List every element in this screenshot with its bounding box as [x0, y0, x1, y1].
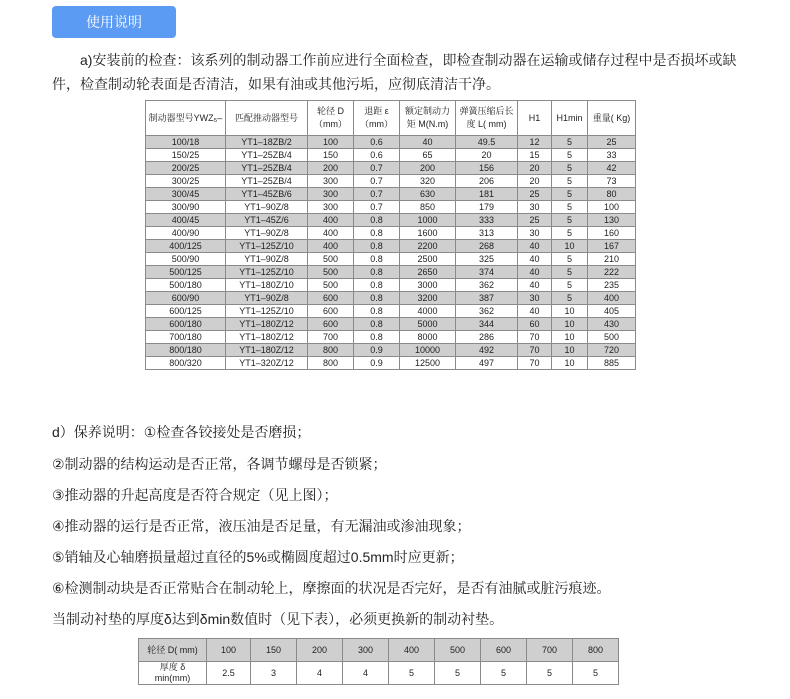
- spec-cell: 497: [456, 357, 518, 370]
- spec-cell: YT1–90Z/8: [226, 292, 308, 305]
- spec-cell: 0.8: [354, 253, 400, 266]
- spec-table-row: [146, 253, 636, 266]
- spec-cell: 300/25: [146, 175, 226, 188]
- thickness-cell: 5: [573, 662, 619, 685]
- spec-cell: 200: [308, 162, 354, 175]
- thickness-cell: 200: [297, 639, 343, 662]
- usage-instructions-button[interactable]: 使用说明: [52, 6, 176, 38]
- spec-table-row: [146, 149, 636, 162]
- spec-cell: 800: [308, 357, 354, 370]
- spec-cell: 73: [588, 175, 636, 188]
- thickness-cell: 5: [527, 662, 573, 685]
- spec-header-cell: 匹配推动器型号: [226, 101, 308, 136]
- spec-cell: 500: [588, 331, 636, 344]
- spec-cell: 0.9: [354, 357, 400, 370]
- thickness-cell: 3: [251, 662, 297, 685]
- spec-table-row: [146, 240, 636, 253]
- spec-cell: 25: [518, 214, 552, 227]
- spec-cell: 344: [456, 318, 518, 331]
- spec-cell: 40: [518, 305, 552, 318]
- spec-cell: 160: [588, 227, 636, 240]
- spec-table-row: [146, 344, 636, 357]
- spec-cell: 10: [552, 318, 588, 331]
- spec-cell: 60: [518, 318, 552, 331]
- spec-cell: 600: [308, 305, 354, 318]
- spec-cell: 600/125: [146, 305, 226, 318]
- spec-cell: 3200: [400, 292, 456, 305]
- spec-cell: 5: [552, 253, 588, 266]
- lining-thickness-table: [138, 638, 619, 685]
- spec-cell: 0.8: [354, 227, 400, 240]
- spec-header-cell: H1: [518, 101, 552, 136]
- spec-cell: 600/90: [146, 292, 226, 305]
- spec-cell: 70: [518, 331, 552, 344]
- spec-cell: 15: [518, 149, 552, 162]
- spec-cell: 600: [308, 292, 354, 305]
- spec-cell: 800/320: [146, 357, 226, 370]
- thickness-cell: 100: [207, 639, 251, 662]
- spec-cell: 387: [456, 292, 518, 305]
- spec-cell: 10: [552, 344, 588, 357]
- spec-cell: 5: [552, 175, 588, 188]
- spec-cell: YT1–180Z/12: [226, 318, 308, 331]
- spec-cell: 210: [588, 253, 636, 266]
- spec-table-row: [146, 318, 636, 331]
- spec-cell: 20: [456, 149, 518, 162]
- maintenance-line-6: ⑥检测制动块是否正常贴合在制动轮上，摩擦面的状况是否完好，是否有油腻或脏污痕迹。: [52, 580, 611, 596]
- spec-cell: 885: [588, 357, 636, 370]
- spec-cell: 286: [456, 331, 518, 344]
- spec-cell: 20: [518, 162, 552, 175]
- spec-cell: 70: [518, 344, 552, 357]
- spec-cell: 5: [552, 149, 588, 162]
- spec-table-row: [146, 162, 636, 175]
- thickness-cell: 700: [527, 639, 573, 662]
- thickness-cell: 5: [389, 662, 435, 685]
- spec-header-cell: 制动器型号YWZ₅–: [146, 101, 226, 136]
- spec-cell: 400/45: [146, 214, 226, 227]
- spec-cell: YT1–90Z/8: [226, 253, 308, 266]
- spec-cell: 5: [552, 162, 588, 175]
- spec-table-row: [146, 188, 636, 201]
- spec-table-row: [146, 136, 636, 149]
- thickness-cell: 300: [343, 639, 389, 662]
- spec-cell: 5: [552, 201, 588, 214]
- spec-cell: 362: [456, 305, 518, 318]
- spec-table-row: [146, 305, 636, 318]
- spec-cell: 5: [552, 227, 588, 240]
- spec-cell: 130: [588, 214, 636, 227]
- spec-cell: 8000: [400, 331, 456, 344]
- spec-cell: 150/25: [146, 149, 226, 162]
- spec-table-row: [146, 214, 636, 227]
- thickness-cell: 轮径 D( mm): [139, 639, 207, 662]
- spec-cell: 300/90: [146, 201, 226, 214]
- spec-header-cell: 弹簧压缩后长度 L( mm): [456, 101, 518, 136]
- spec-cell: 300: [308, 188, 354, 201]
- spec-cell: 12: [518, 136, 552, 149]
- spec-cell: 5000: [400, 318, 456, 331]
- thickness-cell: 5: [481, 662, 527, 685]
- maintenance-line-3: ③推动器的升起高度是否符合规定（见上图）；: [52, 487, 338, 503]
- spec-cell: 500/125: [146, 266, 226, 279]
- maintenance-line-2: ②制动器的结构运动是否正常，各调节螺母是否锁紧；: [52, 456, 387, 472]
- spec-cell: 320: [400, 175, 456, 188]
- spec-cell: 400/125: [146, 240, 226, 253]
- spec-cell: 500: [308, 279, 354, 292]
- spec-cell: 10: [552, 357, 588, 370]
- spec-cell: 25: [588, 136, 636, 149]
- thickness-cell: 150: [251, 639, 297, 662]
- spec-cell: 49.5: [456, 136, 518, 149]
- spec-cell: 100/18: [146, 136, 226, 149]
- spec-cell: 150: [308, 149, 354, 162]
- spec-cell: 2650: [400, 266, 456, 279]
- spec-cell: 374: [456, 266, 518, 279]
- spec-cell: 268: [456, 240, 518, 253]
- spec-cell: 40: [518, 279, 552, 292]
- spec-cell: 222: [588, 266, 636, 279]
- spec-cell: 40: [518, 266, 552, 279]
- maintenance-line-5: ⑤销轴及心轴磨损量超过直径的5%或椭圆度超过0.5mm时应更新；: [52, 549, 464, 565]
- spec-cell: 600: [308, 318, 354, 331]
- spec-cell: 850: [400, 201, 456, 214]
- spec-cell: 0.9: [354, 344, 400, 357]
- spec-table-row: [146, 279, 636, 292]
- spec-cell: 0.8: [354, 240, 400, 253]
- thickness-cell: 600: [481, 639, 527, 662]
- spec-cell: 0.7: [354, 175, 400, 188]
- spec-header-cell: 额定制动力矩 M(N.m): [400, 101, 456, 136]
- spec-cell: 362: [456, 279, 518, 292]
- spec-cell: 40: [518, 253, 552, 266]
- maintenance-line-1: d）保养说明：①检查各铰接处是否磨损；: [52, 424, 311, 440]
- spec-cell: 405: [588, 305, 636, 318]
- spec-cell: 20: [518, 175, 552, 188]
- spec-cell: 80: [588, 188, 636, 201]
- spec-cell: 500: [308, 266, 354, 279]
- spec-table-row: [146, 266, 636, 279]
- spec-cell: 700: [308, 331, 354, 344]
- spec-cell: 10: [552, 240, 588, 253]
- spec-cell: 5: [552, 188, 588, 201]
- spec-cell: 181: [456, 188, 518, 201]
- spec-cell: YT1–125Z/10: [226, 240, 308, 253]
- spec-cell: 179: [456, 201, 518, 214]
- spec-cell: 33: [588, 149, 636, 162]
- spec-cell: 0.8: [354, 279, 400, 292]
- spec-cell: 1600: [400, 227, 456, 240]
- spec-cell: 800/180: [146, 344, 226, 357]
- spec-cell: 0.8: [354, 318, 400, 331]
- spec-cell: 0.8: [354, 266, 400, 279]
- spec-cell: 200/25: [146, 162, 226, 175]
- spec-cell: 70: [518, 357, 552, 370]
- spec-cell: YT1–180Z/12: [226, 344, 308, 357]
- spec-table-row: [146, 357, 636, 370]
- spec-cell: 600/180: [146, 318, 226, 331]
- spec-table-row: [146, 175, 636, 188]
- spec-cell: 100: [588, 201, 636, 214]
- spec-cell: 300: [308, 201, 354, 214]
- spec-cell: 700/180: [146, 331, 226, 344]
- spec-table-row: [146, 292, 636, 305]
- spec-cell: 5: [552, 136, 588, 149]
- spec-cell: 400: [308, 240, 354, 253]
- spec-cell: 0.8: [354, 331, 400, 344]
- spec-cell: 2200: [400, 240, 456, 253]
- spec-cell: 400/90: [146, 227, 226, 240]
- spec-cell: 42: [588, 162, 636, 175]
- spec-cell: 500/180: [146, 279, 226, 292]
- spec-table-body: [146, 136, 636, 370]
- spec-cell: 0.7: [354, 188, 400, 201]
- spec-cell: YT1–45Z/6: [226, 214, 308, 227]
- spec-cell: 206: [456, 175, 518, 188]
- spec-header-cell: 轮径 D（mm）: [308, 101, 354, 136]
- spec-cell: 0.8: [354, 305, 400, 318]
- spec-cell: 40: [400, 136, 456, 149]
- thickness-cell: 400: [389, 639, 435, 662]
- spec-cell: YT1–125Z/10: [226, 266, 308, 279]
- spec-cell: 300/45: [146, 188, 226, 201]
- spec-cell: 30: [518, 201, 552, 214]
- spec-cell: 25: [518, 188, 552, 201]
- spec-cell: YT1–18ZB/2: [226, 136, 308, 149]
- spec-cell: 430: [588, 318, 636, 331]
- spec-cell: 500: [308, 253, 354, 266]
- spec-cell: 5: [552, 292, 588, 305]
- thickness-cell: 5: [435, 662, 481, 685]
- spec-cell: 300: [308, 175, 354, 188]
- spec-cell: 0.6: [354, 136, 400, 149]
- spec-cell: YT1–45ZB/6: [226, 188, 308, 201]
- spec-cell: YT1–125Z/10: [226, 305, 308, 318]
- spec-header-cell: 退距 ε（mm）: [354, 101, 400, 136]
- spec-cell: 2500: [400, 253, 456, 266]
- thickness-cell: 500: [435, 639, 481, 662]
- spec-cell: 5: [552, 279, 588, 292]
- spec-cell: 400: [308, 214, 354, 227]
- spec-cell: 0.8: [354, 214, 400, 227]
- spec-header-cell: 重量( Kg): [588, 101, 636, 136]
- thickness-row-diameter: [139, 639, 619, 662]
- spec-cell: 30: [518, 292, 552, 305]
- spec-cell: 10000: [400, 344, 456, 357]
- spec-cell: 100: [308, 136, 354, 149]
- spec-cell: YT1–25ZB/4: [226, 175, 308, 188]
- spec-cell: 630: [400, 188, 456, 201]
- spec-table-row: [146, 227, 636, 240]
- spec-cell: 800: [308, 344, 354, 357]
- thickness-cell: 2.5: [207, 662, 251, 685]
- spec-cell: 12500: [400, 357, 456, 370]
- spec-cell: YT1–180Z/12: [226, 331, 308, 344]
- thickness-cell: 厚度 δ min(mm): [139, 662, 207, 685]
- spec-cell: YT1–320Z/12: [226, 357, 308, 370]
- spec-cell: 200: [400, 162, 456, 175]
- brake-spec-table: [145, 100, 636, 370]
- spec-cell: YT1–90Z/8: [226, 227, 308, 240]
- spec-cell: 65: [400, 149, 456, 162]
- spec-table-header-row: [146, 101, 636, 136]
- spec-cell: 400: [588, 292, 636, 305]
- spec-cell: 0.6: [354, 149, 400, 162]
- spec-cell: 5: [552, 266, 588, 279]
- spec-cell: 167: [588, 240, 636, 253]
- spec-cell: 156: [456, 162, 518, 175]
- spec-cell: 492: [456, 344, 518, 357]
- spec-cell: 0.7: [354, 201, 400, 214]
- spec-cell: 10: [552, 305, 588, 318]
- thickness-cell: 800: [573, 639, 619, 662]
- spec-cell: 720: [588, 344, 636, 357]
- spec-table-row: [146, 331, 636, 344]
- spec-cell: 30: [518, 227, 552, 240]
- thickness-cell: 4: [297, 662, 343, 685]
- spec-cell: 0.8: [354, 292, 400, 305]
- spec-cell: 40: [518, 240, 552, 253]
- spec-cell: 0.7: [354, 162, 400, 175]
- spec-cell: 313: [456, 227, 518, 240]
- spec-cell: 333: [456, 214, 518, 227]
- lining-replacement-note: 当制动衬垫的厚度δ达到δmin数值时（见下表），必须更换新的制动衬垫。: [52, 611, 504, 627]
- spec-cell: 235: [588, 279, 636, 292]
- spec-cell: 5: [552, 214, 588, 227]
- spec-cell: 400: [308, 227, 354, 240]
- spec-cell: 10: [552, 331, 588, 344]
- spec-cell: 4000: [400, 305, 456, 318]
- spec-cell: YT1–25ZB/4: [226, 162, 308, 175]
- spec-table-row: [146, 201, 636, 214]
- spec-cell: YT1–180Z/10: [226, 279, 308, 292]
- maintenance-line-4: ④推动器的运行是否正常，液压油是否足量，有无漏油或渗油现象；: [52, 518, 471, 534]
- spec-cell: YT1–25ZB/4: [226, 149, 308, 162]
- spec-cell: 500/90: [146, 253, 226, 266]
- spec-header-cell: H1min: [552, 101, 588, 136]
- thickness-row-min: [139, 662, 619, 685]
- spec-cell: 1000: [400, 214, 456, 227]
- thickness-cell: 4: [343, 662, 389, 685]
- spec-cell: YT1–90Z/8: [226, 201, 308, 214]
- spec-cell: 3000: [400, 279, 456, 292]
- paragraph-installation-check: a)安装前的检查：该系列的制动器工作前应进行全面检查，即检查制动器在运输或储存过程中是否损坏或缺件，检查制动轮表面是否清洁，如果有油或其他污垢，应彻底清洁干净。: [52, 52, 737, 92]
- spec-cell: 325: [456, 253, 518, 266]
